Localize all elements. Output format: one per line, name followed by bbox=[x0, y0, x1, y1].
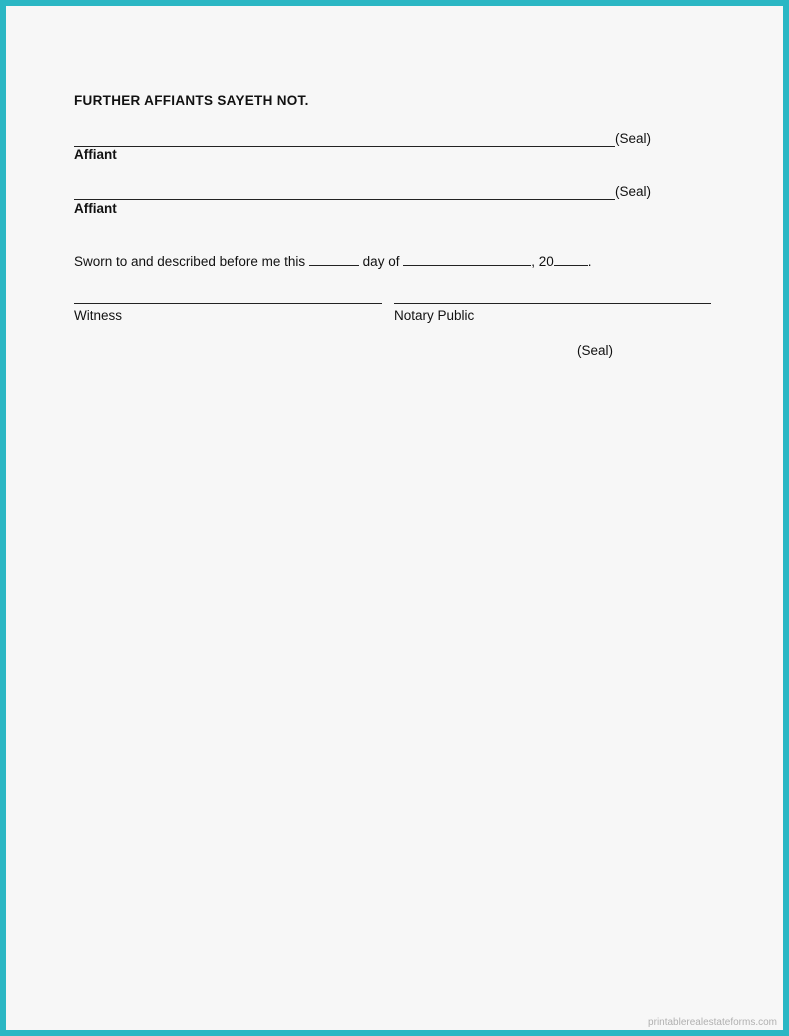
sworn-text-3: , 20 bbox=[531, 254, 554, 269]
affiant-2-signature-line bbox=[74, 199, 615, 200]
affiant-1-label: Affiant bbox=[74, 147, 117, 162]
witness-label: Witness bbox=[74, 308, 123, 323]
affiant-2-seal: (Seal) bbox=[615, 184, 652, 199]
sworn-text-2: day of bbox=[362, 254, 400, 269]
document-page bbox=[6, 6, 783, 1030]
affiant-1-seal: (Seal) bbox=[615, 131, 652, 146]
notary-signature-line bbox=[394, 303, 711, 304]
witness-signature-line bbox=[74, 303, 382, 304]
sworn-text-1: Sworn to and described before me this bbox=[74, 254, 306, 269]
document-heading: FURTHER AFFIANTS SAYETH NOT. bbox=[74, 93, 309, 108]
sworn-text-4: . bbox=[587, 254, 592, 269]
month-blank bbox=[403, 254, 531, 266]
day-blank bbox=[309, 254, 359, 266]
watermark-text: printablerealestateforms.com bbox=[648, 1017, 777, 1028]
year-blank bbox=[554, 254, 588, 266]
notary-label: Notary Public bbox=[394, 308, 475, 323]
affiant-1-signature-line bbox=[74, 146, 615, 147]
affiant-2-label: Affiant bbox=[74, 201, 117, 216]
notary-seal: (Seal) bbox=[577, 343, 614, 358]
sworn-statement bbox=[74, 254, 592, 269]
